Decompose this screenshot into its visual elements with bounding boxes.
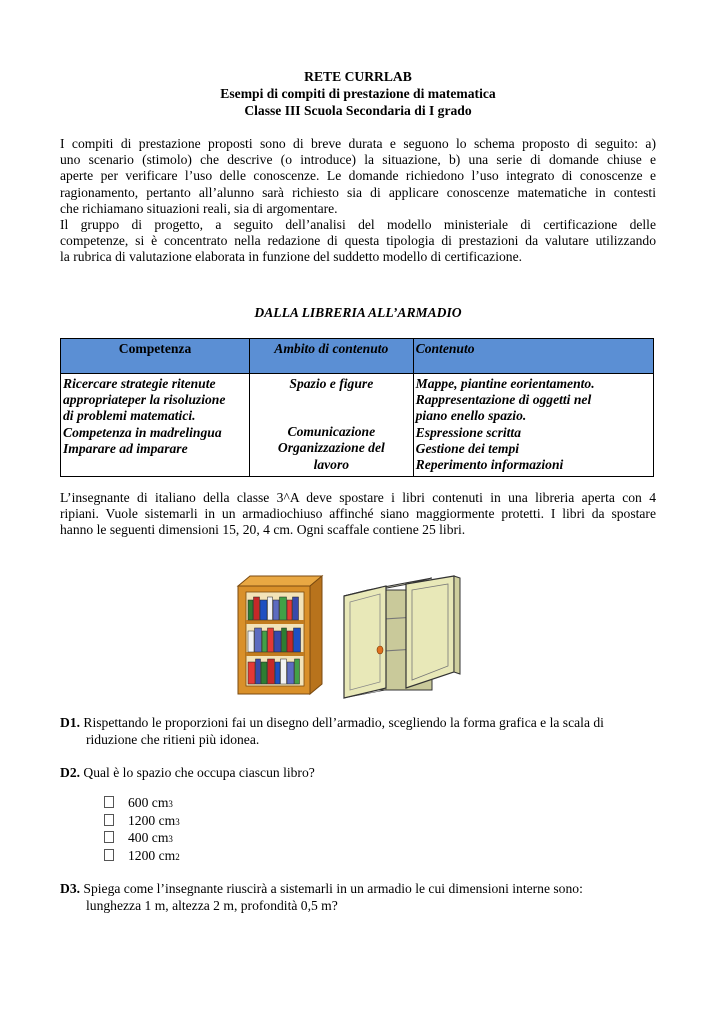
contenuto-line: Reperimento informazioni [415, 457, 564, 473]
book-icon [260, 600, 267, 620]
question-text: Spiega come l’insegnante riuscirà a sistemarli in un armadio le cui dimensioni interne sono: [80, 881, 583, 896]
cell-competenza [61, 374, 250, 477]
intro-line: competenze, si è concentrato nella redazione di questa tipologia di prestazioni da valutare utilizzando [60, 233, 656, 249]
header-contenuto: Contenuto [413, 339, 653, 374]
checkbox-icon[interactable] [104, 831, 114, 843]
book-icon [294, 628, 301, 652]
competence-table [60, 338, 654, 477]
book-icon [282, 628, 287, 652]
ambito-line: Spazio e figure [289, 376, 374, 391]
header-ambito: Ambito di contenuto [250, 339, 414, 374]
contenuto-line: Mappe, piantine eorientamento. [415, 376, 595, 391]
question-text: riduzione che ritieni più idonea. [86, 732, 260, 747]
book-icon [254, 597, 260, 620]
intro-line: I compiti di prestazione proposti sono di breve durata e seguono lo schema proposto di seguito: a) [60, 136, 656, 151]
doc-header-subtitle: Esempi di compiti di prestazione di matematica [220, 86, 496, 101]
question-d1 [60, 714, 660, 748]
cell-contenuto [413, 374, 653, 477]
scenario-line: hanno le seguenti dimensioni 15, 20, 4 cm. Ogni scaffale contiene 25 libri. [60, 522, 466, 538]
contenuto-line: Espressione scritta [415, 424, 521, 440]
competenza-line: Ricercare strategie ritenute [63, 376, 216, 391]
book-icon [287, 631, 293, 652]
bookcase-icon [238, 576, 322, 694]
doc-header-network: RETE CURRLAB [304, 69, 412, 84]
option-label: 1200 cm [128, 812, 176, 828]
book-icon [256, 659, 261, 684]
contenuto-line: piano enello spazio. [415, 408, 527, 424]
checkbox-icon[interactable] [104, 814, 114, 826]
question-label: D2. [60, 765, 81, 780]
ambito-line: Comunicazione [287, 424, 376, 440]
book-icon [248, 631, 254, 652]
option-item[interactable]: 400 cm 3 [104, 829, 180, 847]
book-icon [273, 600, 279, 620]
question-label: D1. [60, 715, 81, 730]
competenza-line: appropriateper la risoluzione [63, 392, 226, 408]
question-text: lunghezza 1 m, altezza 2 m, profondità 0,5 m? [86, 898, 338, 913]
option-item[interactable]: 1200 cm 3 [104, 812, 180, 830]
scenario-line: L’insegnante di italiano della classe 3^A deve spostare i libri contenuti in una libreria aperta con 4 [60, 490, 656, 505]
intro-line: aperte per verificare l’uso delle conoscenze. Le domande richiedono l’uso integrato di conoscenze e [60, 168, 656, 184]
contenuto-line: Rappresentazione di oggetti nel [415, 392, 592, 408]
table-header-row [61, 339, 654, 374]
book-icon [268, 659, 275, 684]
cell-ambito [250, 374, 414, 477]
book-icon [287, 600, 292, 620]
ambito-line: lavoro [313, 456, 350, 472]
question-text: Rispettando le proporzioni fai un disegno dell’armadio, scegliendo la forma grafica e la scala di [80, 715, 604, 730]
book-icon [248, 600, 253, 620]
question-d2 [60, 764, 660, 781]
ambito-line: Organizzazione del [277, 440, 385, 456]
intro-line: che richiamano situazioni reali, sia di argomentare. [60, 200, 338, 216]
book-icon [248, 662, 255, 684]
option-label: 1200 cm [128, 847, 176, 863]
book-icon [262, 631, 267, 652]
question-label: D3. [60, 881, 81, 896]
doc-header-class: Classe III Scuola Secondaria di I grado [244, 103, 472, 118]
book-icon [281, 659, 287, 684]
book-icon [293, 597, 299, 620]
checkbox-icon[interactable] [104, 796, 114, 808]
book-icon [287, 662, 294, 684]
option-item[interactable]: 600 cm 3 [104, 794, 180, 812]
intro-paragraph [60, 136, 656, 266]
intro-line: Il gruppo di progetto, a seguito dell’analisi del modello ministeriale di certificazione delle [60, 216, 656, 232]
task-title: DALLA LIBRERIA ALL’ARMADIO [254, 305, 462, 320]
contenuto-line: Gestione dei tempi [415, 440, 520, 456]
option-label: 400 cm [128, 830, 169, 845]
competenza-line: Competenza in madrelingua [63, 424, 222, 440]
book-icon [255, 628, 262, 652]
checkbox-icon[interactable] [104, 849, 114, 861]
d2-options [104, 794, 180, 864]
competenza-line: di problemi matematici. [63, 408, 196, 424]
bookcase-wardrobe-illustration [236, 572, 466, 700]
competenza-line: Imparare ad imparare [63, 440, 188, 456]
book-icon [268, 628, 274, 652]
intro-line: ragionamento, pertanto all’alunno sarà richiesto sia di applicare conoscenze matematiche in contesti [60, 184, 656, 200]
option-item[interactable]: 1200 cm 2 [104, 847, 180, 865]
book-icon [261, 662, 267, 684]
scenario-line: ripiani. Vuole sistemarli in un armadiochiuso affinché siano maggiormente protetti. I libri da spostare [60, 506, 656, 522]
question-text: Qual è lo spazio che occupa ciascun libro? [80, 765, 315, 780]
intro-line: uno scenario (stimolo) che descrive (o introduce) la situazione, b) una serie di domande chiuse e [60, 152, 656, 168]
question-d3 [60, 880, 660, 914]
wardrobe-icon [344, 576, 460, 698]
book-icon [280, 597, 287, 620]
intro-line: la rubrica di valutazione elaborata in funzione del suddetto modello di certificazione. [60, 249, 523, 265]
option-label: 600 cm [128, 795, 169, 810]
book-icon [295, 659, 300, 684]
scenario-paragraph [60, 490, 656, 539]
table-row [61, 374, 654, 477]
header-competenza: Competenza [61, 339, 250, 374]
book-icon [275, 662, 280, 684]
book-icon [268, 597, 273, 620]
book-icon [274, 631, 281, 652]
